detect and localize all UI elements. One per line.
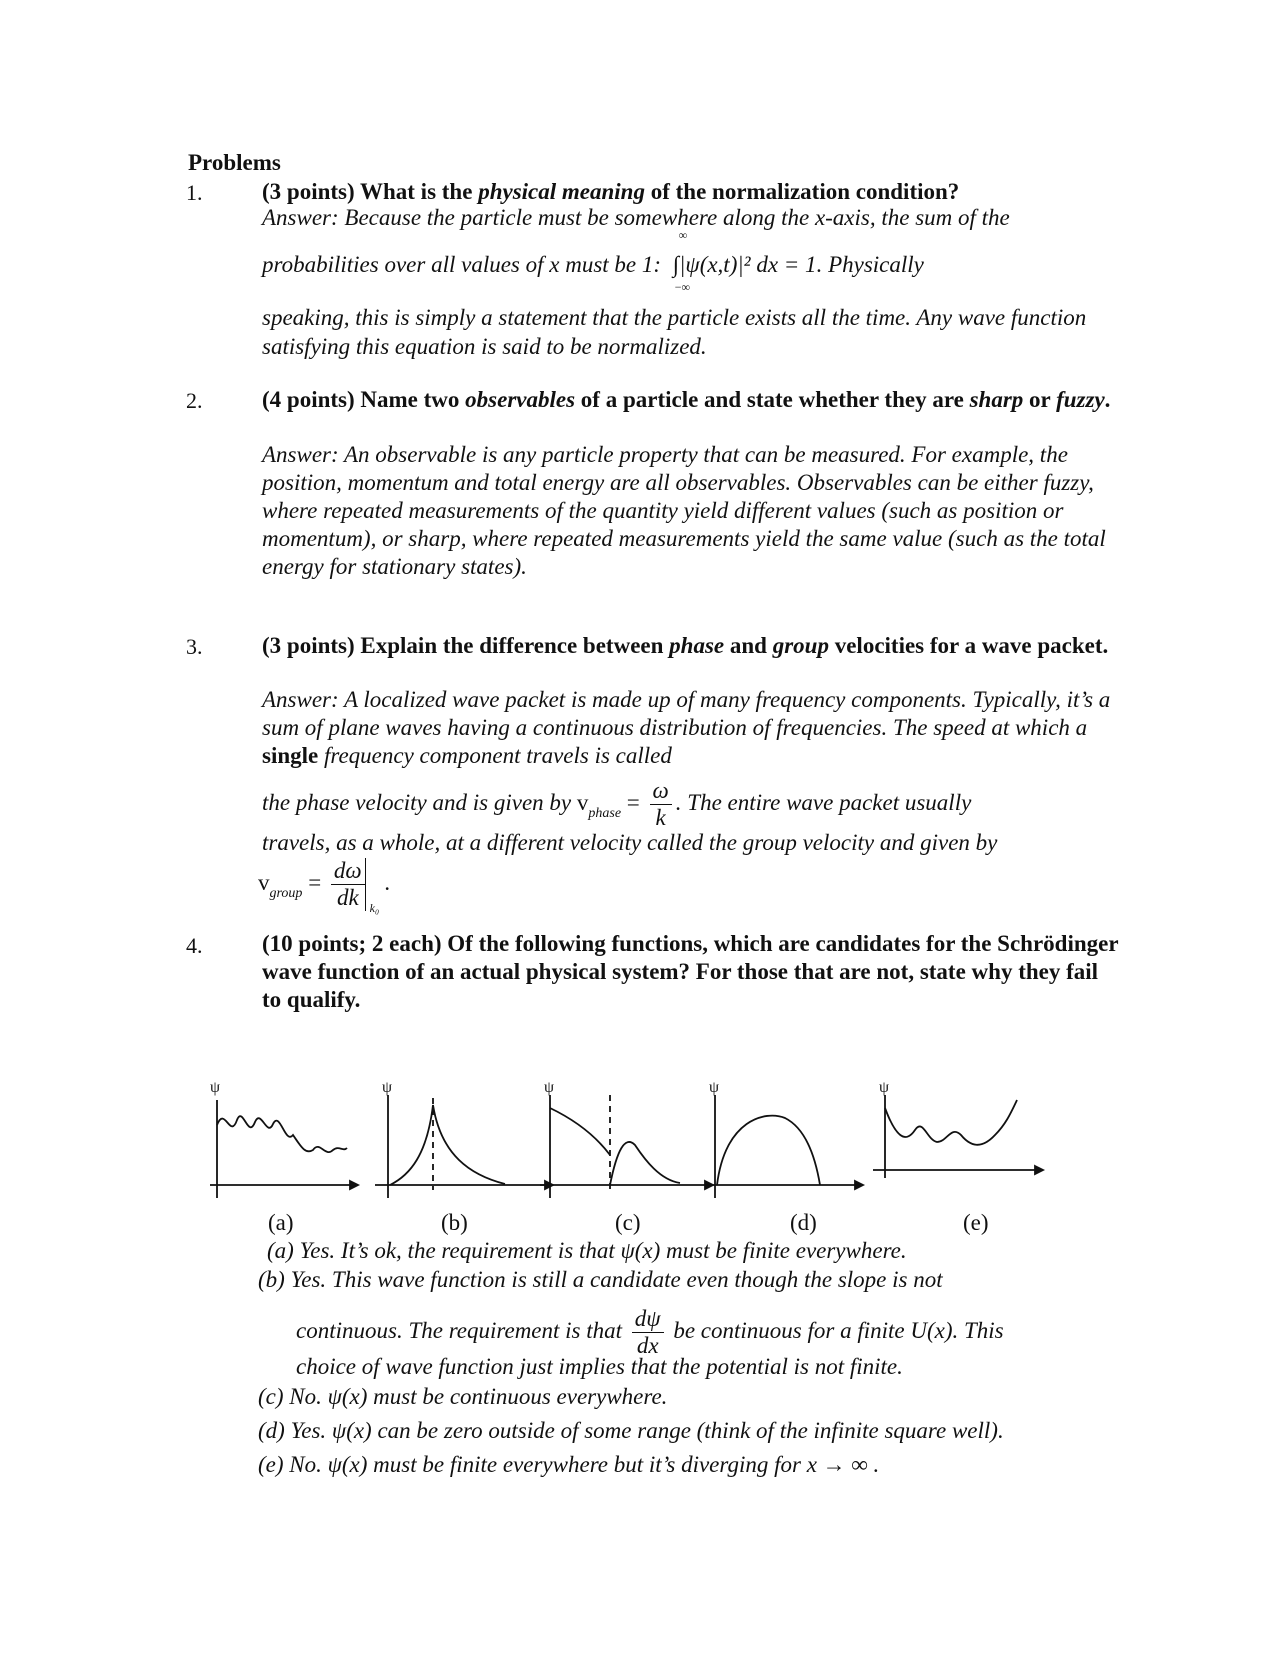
solution-a: (a) Yes. It’s ok, the requirement is that ψ(x) must be finite everywhere. xyxy=(267,1238,907,1263)
dk: dk xyxy=(336,885,359,910)
dpsi-over-dx xyxy=(632,1306,664,1359)
solution-b-line1: (b) Yes. This wave function is still a candidate even though the slope is not xyxy=(258,1267,943,1292)
answer-3-group-line: travels, as a whole, at a different velocity called the group velocity and given by xyxy=(262,830,998,855)
q2-mid2: or xyxy=(1023,387,1057,412)
problem-4-number: 4. xyxy=(186,933,203,958)
graph-e xyxy=(873,1095,1043,1178)
q2-em-fuzzy: fuzzy xyxy=(1056,387,1105,412)
graph-a-arrow xyxy=(350,1181,358,1189)
group-equals: = xyxy=(308,869,322,895)
q3-pre: (3 points) Explain the difference between xyxy=(262,633,670,658)
graph-d-arrow xyxy=(855,1181,863,1189)
q3-em-group: group xyxy=(772,633,829,658)
omega-over-k xyxy=(650,778,672,831)
q3-mid: and xyxy=(724,633,773,658)
dpsi: dψ xyxy=(632,1306,664,1333)
solution-b-line3: choice of wave function just implies that the potential is not finite. xyxy=(296,1354,903,1379)
graph-label-c: (c) xyxy=(615,1210,641,1235)
graph-label-b: (b) xyxy=(441,1210,468,1235)
q2-em-sharp: sharp xyxy=(969,387,1024,412)
graph-b-psi-label: ψ xyxy=(382,1080,393,1096)
answer-3-para1b: frequency component travels is called xyxy=(318,743,672,768)
q2-mid: of a particle and state whether they are xyxy=(575,387,970,412)
q1-pre: (3 points) What is the xyxy=(262,179,479,204)
group-velocity-equation xyxy=(258,858,391,915)
domega: dω xyxy=(331,858,365,885)
answer-3-para1 xyxy=(262,686,1122,770)
problem-1-question xyxy=(262,177,1122,206)
problem-4-question: (10 points; 2 each) Of the following functions, which are candidates for the Schrödinger wave function of an actual physical system? For those that are not, state why they fail to qualify. xyxy=(262,931,1119,1012)
graph-c xyxy=(540,1095,713,1198)
eq-lower-limit: −∞ xyxy=(674,280,691,294)
phase-subscript: phase xyxy=(588,805,622,821)
normalization-equation xyxy=(672,228,817,294)
graph-label-d: (d) xyxy=(790,1210,817,1235)
graph-a-psi-label: ψ xyxy=(210,1080,221,1096)
answer-3-phase-line xyxy=(262,778,971,831)
solution-c: (c) No. ψ(x) must be continuous everywhere. xyxy=(258,1384,668,1409)
problem-3-number: 3. xyxy=(186,634,203,659)
graph-e-psi-label: ψ xyxy=(879,1080,890,1096)
eq-upper-limit: ∞ xyxy=(678,228,688,242)
domega-over-dk xyxy=(331,858,366,911)
phase-equals: = xyxy=(626,789,640,815)
graph-b xyxy=(375,1095,553,1198)
answer-1-line1: Answer: Because the particle must be somewhere along the x-axis, the sum of the xyxy=(262,205,1010,230)
answer-1-line3: speaking, this is simply a statement that the particle exists all the time. Any wave function satisfying this equation is said to be normalized. xyxy=(262,305,1087,359)
graph-d-psi-label: ψ xyxy=(709,1080,720,1096)
answer-1-line2 xyxy=(262,228,924,294)
page-heading: Problems xyxy=(188,150,281,175)
q2-em-observables: observables xyxy=(465,387,576,412)
answer-3-para1a: Answer: A localized wave packet is made up of many frequency components. Typically, it’s a sum of plane waves having a continuous distribution of frequencies. The speed at which a xyxy=(262,687,1111,740)
omega: ω xyxy=(650,778,672,805)
graph-c-curve-left xyxy=(550,1108,610,1155)
eq-body: ∫|ψ(x,t)|² dx = 1 xyxy=(672,252,817,277)
k: k xyxy=(655,805,666,830)
graph-c-psi-label: ψ xyxy=(544,1080,555,1096)
k0-subscript: k₀ xyxy=(369,900,380,915)
answer-1-line2-text: probabilities over all values of x must be 1: xyxy=(262,252,662,277)
solution-e: (e) No. ψ(x) must be finite everywhere but it’s diverging for x → ∞ . xyxy=(258,1452,880,1477)
q1-post: of the normalization condition? xyxy=(644,179,960,204)
q3-post: velocities for a wave packet. xyxy=(828,633,1109,658)
answer-3-bold-single: single xyxy=(262,743,319,768)
q2-pre: (4 points) Name two xyxy=(262,387,466,412)
solution-b-line2-pre: continuous. The requirement is that xyxy=(296,1317,623,1343)
answer-1-line2-post: . Physically xyxy=(816,252,924,277)
graph-d xyxy=(705,1095,863,1198)
graph-a xyxy=(210,1100,358,1198)
graph-d-curve xyxy=(717,1116,820,1185)
problem-2-question xyxy=(262,385,1122,414)
wavefunction-graphs xyxy=(205,1080,1065,1210)
v-group-symbol: v xyxy=(258,869,270,895)
problem-1-number: 1. xyxy=(186,180,203,205)
phase-line-post: . The entire wave packet usually xyxy=(675,789,972,815)
graph-e-arrow xyxy=(1035,1166,1043,1174)
solution-b-line2 xyxy=(296,1306,1004,1359)
v-symbol: v xyxy=(576,789,589,815)
graph-a-curve xyxy=(217,1116,347,1152)
q3-em-phase: phase xyxy=(669,633,725,658)
group-subscript: group xyxy=(269,885,303,901)
graph-label-e: (e) xyxy=(963,1210,989,1235)
q2-post: . xyxy=(1104,387,1111,412)
graph-c-curve-right xyxy=(610,1142,680,1185)
phase-line-text: the phase velocity and is given by xyxy=(262,789,572,815)
graph-label-a: (a) xyxy=(268,1210,294,1235)
problem-3-question xyxy=(262,631,1122,660)
group-period: . xyxy=(384,869,391,895)
dx: dx xyxy=(636,1333,659,1358)
graph-b-curve xyxy=(390,1105,505,1185)
graph-e-curve xyxy=(885,1100,1017,1145)
solution-b-line2-post: be continuous for a finite U(x). This xyxy=(673,1317,1004,1343)
q1-emphasis: physical meaning xyxy=(478,179,645,204)
problem-2-number: 2. xyxy=(186,388,203,413)
solution-d: (d) Yes. ψ(x) can be zero outside of some range (think of the infinite square well). xyxy=(258,1418,1004,1443)
answer-2: Answer: An observable is any particle property that can be measured. For example, the position, momentum and total energy are all observables. Observables can be either fuzzy, where repeated measurements of the quantity yield different values (such as position or momentum), or sharp, where repeated measurements yield the same value (such as the total energy for stationary states). xyxy=(262,442,1106,579)
